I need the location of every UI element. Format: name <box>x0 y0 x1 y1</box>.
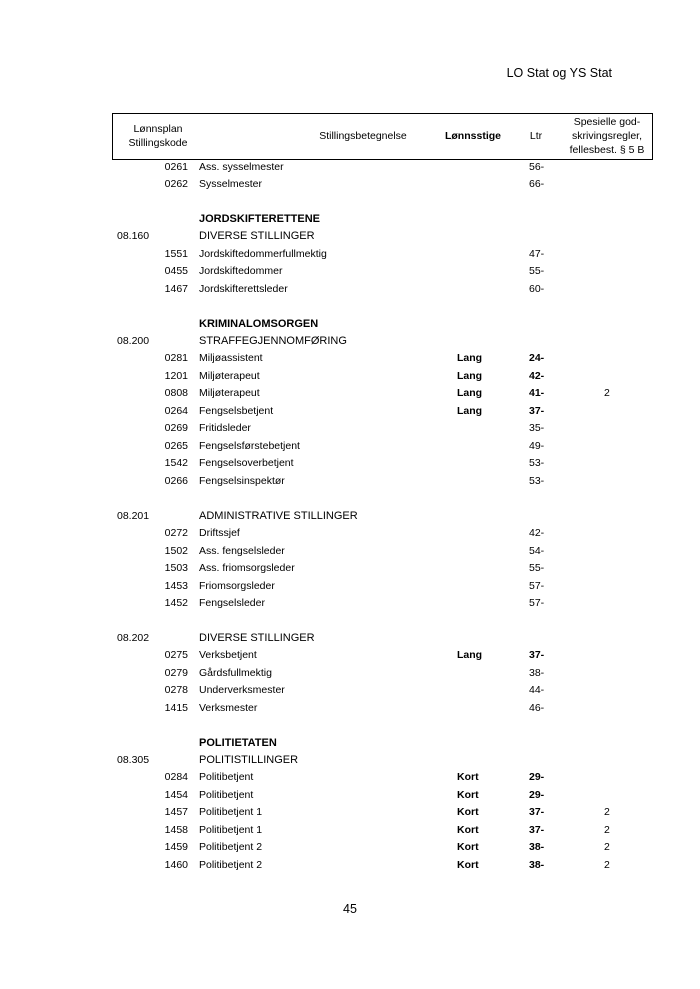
position-title-cell: Fengselsbetjent <box>199 405 274 417</box>
table-row <box>0 665 700 682</box>
section-heading <box>0 211 700 228</box>
page-number: 45 <box>343 902 357 916</box>
ladder-cell: Kort <box>457 771 479 783</box>
ltr-cell: 60- <box>529 283 545 295</box>
ltr-cell: 41- <box>529 387 545 399</box>
ladder-cell: Lang <box>457 387 483 399</box>
position-title-cell: Miljøassistent <box>199 352 263 364</box>
ladder-cell: Kort <box>457 789 479 801</box>
position-title-cell: Verksmester <box>199 702 258 714</box>
position-title-cell: DIVERSE STILLINGER <box>199 230 315 242</box>
table-row <box>0 350 700 367</box>
table-row <box>0 682 700 699</box>
position-code-cell: 0455 <box>164 265 188 277</box>
position-title-cell: Underverksmester <box>199 684 285 696</box>
ltr-cell: 29- <box>529 789 545 801</box>
position-title-cell: Politibetjent <box>199 771 254 783</box>
table-row <box>0 473 700 490</box>
position-code-cell: 0266 <box>164 475 188 487</box>
table-row <box>0 263 700 280</box>
header-ltr: Ltr <box>529 130 543 142</box>
group-heading <box>0 228 700 245</box>
position-title-cell: STRAFFEGJENNOMFØRING <box>199 335 347 347</box>
ladder-cell: Kort <box>457 824 479 836</box>
table-row <box>0 246 700 263</box>
position-title-cell: ADMINISTRATIVE STILLINGER <box>199 510 358 522</box>
ladder-cell: Kort <box>457 859 479 871</box>
position-code-cell: 1551 <box>164 248 188 260</box>
ltr-cell: 56- <box>529 161 545 173</box>
table-row <box>0 700 700 717</box>
plan-code-cell: 08.201 <box>117 510 150 522</box>
special-rules-cell: 2 <box>604 824 610 836</box>
position-code-cell: 1454 <box>164 789 188 801</box>
table-row <box>0 403 700 420</box>
table-row <box>0 839 700 856</box>
ltr-cell: 37- <box>529 405 545 417</box>
table-header <box>112 113 653 160</box>
ltr-cell: 37- <box>529 806 545 818</box>
ltr-cell: 66- <box>529 178 545 190</box>
position-title-cell: Verksbetjent <box>199 649 257 661</box>
ltr-cell: 55- <box>529 265 545 277</box>
position-title-cell: KRIMINALOMSORGEN <box>199 318 319 330</box>
position-code-cell: 0265 <box>164 440 188 452</box>
group-heading <box>0 630 700 647</box>
header-ladder: Lønnsstige <box>444 130 501 142</box>
special-rules-cell: 2 <box>604 841 610 853</box>
table-row <box>0 455 700 472</box>
position-code-cell: 0261 <box>164 161 188 173</box>
position-code-cell: 1467 <box>164 283 188 295</box>
position-code-cell: 0281 <box>164 352 188 364</box>
position-code-cell: 1201 <box>164 370 188 382</box>
header-special-line3: fellesbest. § 5 B <box>569 144 645 156</box>
position-title-cell: POLITISTILLINGER <box>199 754 299 766</box>
ltr-cell: 55- <box>529 562 545 574</box>
ltr-cell: 57- <box>529 580 545 592</box>
header-code-label: Stillingskode <box>128 137 188 149</box>
table-row <box>0 647 700 664</box>
position-title-cell: Politibetjent 1 <box>199 806 263 818</box>
position-title-cell: Ass. sysselmester <box>199 161 284 173</box>
ltr-cell: 47- <box>529 248 545 260</box>
ltr-cell: 24- <box>529 352 545 364</box>
position-title-cell: Gårdsfullmektig <box>199 667 272 679</box>
ltr-cell: 42- <box>529 527 545 539</box>
table-row <box>0 595 700 612</box>
position-code-cell: 0279 <box>164 667 188 679</box>
position-title-cell: Fengselsoverbetjent <box>199 457 294 469</box>
section-heading <box>0 316 700 333</box>
plan-code-cell: 08.200 <box>117 335 150 347</box>
position-title-cell: POLITIETATEN <box>199 737 277 749</box>
position-title-cell: Ass. friomsorgsleder <box>199 562 295 574</box>
table-row <box>0 281 700 298</box>
position-code-cell: 1503 <box>164 562 188 574</box>
position-code-cell: 1502 <box>164 545 188 557</box>
position-code-cell: 1460 <box>164 859 188 871</box>
ladder-cell: Kort <box>457 841 479 853</box>
table-row <box>0 159 700 176</box>
header-special-line2: skrivingsregler, <box>571 130 643 142</box>
position-code-cell: 0278 <box>164 684 188 696</box>
plan-code-cell: 08.305 <box>117 754 150 766</box>
position-code-cell: 1457 <box>164 806 188 818</box>
table-row <box>0 769 700 786</box>
ltr-cell: 53- <box>529 457 545 469</box>
table-row <box>0 438 700 455</box>
position-code-cell: 1452 <box>164 597 188 609</box>
special-rules-cell: 2 <box>604 387 610 399</box>
table-row <box>0 560 700 577</box>
header-plan-code <box>113 122 203 150</box>
table-row <box>0 525 700 542</box>
ladder-cell: Lang <box>457 649 483 661</box>
position-title-cell: Fengselsinspektør <box>199 475 285 487</box>
position-code-cell: 1542 <box>164 457 188 469</box>
special-rules-cell: 2 <box>604 806 610 818</box>
position-title-cell: Politibetjent <box>199 789 254 801</box>
position-title-cell: Politibetjent 1 <box>199 824 263 836</box>
position-title-cell: Miljøterapeut <box>199 387 260 399</box>
position-title-cell: Jordskiftedommerfullmektig <box>199 248 327 260</box>
position-title-cell: Miljøterapeut <box>199 370 260 382</box>
header-plan-label: Lønnsplan <box>133 123 183 135</box>
header-title: Stillingsbetegnelse <box>319 130 407 142</box>
position-title-cell: Fengselsleder <box>199 597 265 609</box>
position-title-cell: Friomsorgsleder <box>199 580 275 592</box>
ltr-cell: 37- <box>529 824 545 836</box>
table-row <box>0 385 700 402</box>
group-heading <box>0 752 700 769</box>
position-title-cell: Driftssjef <box>199 527 240 539</box>
position-code-cell: 0269 <box>164 422 188 434</box>
ltr-cell: 42- <box>529 370 545 382</box>
table-row <box>0 857 700 874</box>
table-row <box>0 543 700 560</box>
position-title-cell: Fengselsførstebetjent <box>199 440 300 452</box>
table-row <box>0 368 700 385</box>
ltr-cell: 38- <box>529 841 545 853</box>
ltr-cell: 44- <box>529 684 545 696</box>
group-heading <box>0 508 700 525</box>
ltr-cell: 46- <box>529 702 545 714</box>
header-special-line1: Spesielle god- <box>573 116 641 128</box>
position-code-cell: 0272 <box>164 527 188 539</box>
position-code-cell: 0275 <box>164 649 188 661</box>
special-rules-cell: 2 <box>604 859 610 871</box>
table-row <box>0 420 700 437</box>
position-code-cell: 1453 <box>164 580 188 592</box>
position-title-cell: DIVERSE STILLINGER <box>199 632 315 644</box>
position-title-cell: Jordskifterettsleder <box>199 283 288 295</box>
ltr-cell: 37- <box>529 649 545 661</box>
position-title-cell: JORDSKIFTERETTENE <box>199 213 321 225</box>
ltr-cell: 29- <box>529 771 545 783</box>
document-header: LO Stat og YS Stat <box>506 66 612 80</box>
table-row <box>0 787 700 804</box>
position-title-cell: Fritidsleder <box>199 422 251 434</box>
ltr-cell: 38- <box>529 859 545 871</box>
header-special-rules <box>558 115 656 157</box>
position-code-cell: 1458 <box>164 824 188 836</box>
position-title-cell: Ass. fengselsleder <box>199 545 285 557</box>
position-title-cell: Politibetjent 2 <box>199 841 263 853</box>
position-code-cell: 0808 <box>164 387 188 399</box>
ltr-cell: 49- <box>529 440 545 452</box>
section-heading <box>0 735 700 752</box>
plan-code-cell: 08.160 <box>117 230 150 242</box>
group-heading <box>0 333 700 350</box>
ladder-cell: Kort <box>457 806 479 818</box>
table-row <box>0 176 700 193</box>
ltr-cell: 54- <box>529 545 545 557</box>
table-row <box>0 822 700 839</box>
position-code-cell: 0262 <box>164 178 188 190</box>
position-code-cell: 0284 <box>164 771 188 783</box>
position-title-cell: Sysselmester <box>199 178 263 190</box>
table-row <box>0 804 700 821</box>
position-code-cell: 1459 <box>164 841 188 853</box>
position-title-cell: Politibetjent 2 <box>199 859 263 871</box>
ladder-cell: Lang <box>457 370 483 382</box>
plan-code-cell: 08.202 <box>117 632 150 644</box>
ltr-cell: 53- <box>529 475 545 487</box>
ladder-cell: Lang <box>457 352 483 364</box>
position-code-cell: 0264 <box>164 405 188 417</box>
ltr-cell: 57- <box>529 597 545 609</box>
table-row <box>0 578 700 595</box>
ltr-cell: 35- <box>529 422 545 434</box>
position-code-cell: 1415 <box>164 702 188 714</box>
ltr-cell: 38- <box>529 667 545 679</box>
ladder-cell: Lang <box>457 405 483 417</box>
position-title-cell: Jordskiftedommer <box>199 265 283 277</box>
